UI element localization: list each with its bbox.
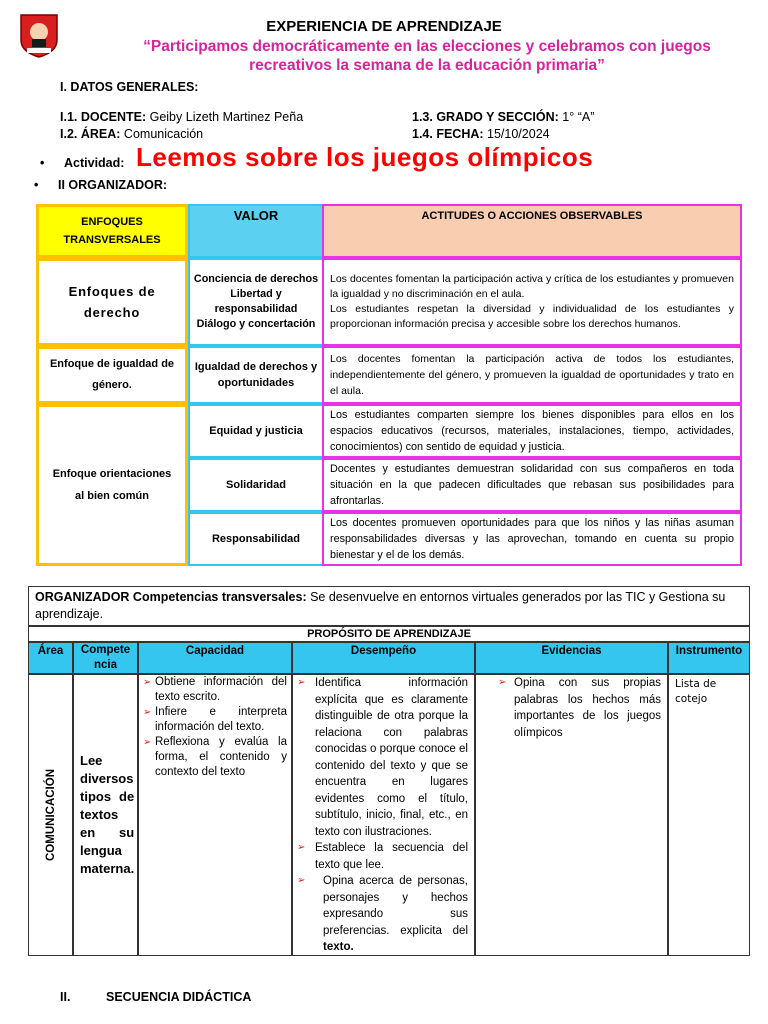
cell-evidencias <box>475 674 668 956</box>
cell-area <box>28 674 73 956</box>
competencias-organizer <box>28 586 750 626</box>
col-desempeno: Desempeño <box>292 642 475 674</box>
grado-line <box>412 110 594 124</box>
competencias-organizer-text: Se desenvuelve en entornos virtuales generados por las TIC y Gestiona su aprendizaje. <box>35 590 726 621</box>
desempeno-text: Opina acerca de personas, personajes y hechos expresando sus preferencias. explicita del <box>323 875 468 937</box>
section-secuencia: SECUENCIA DIDÁCTICA <box>106 990 252 1004</box>
actitud-equidad: Los estudiantes comparten siempre los bienes disponibles para ellos en los espacios educativos (recursos, materiales, instalaciones, tiempo, actividades, conocimientos) con sentido de equidad y justicia. <box>322 404 742 458</box>
desempeno-item <box>297 873 468 956</box>
col-competencia: Competencia <box>73 642 138 674</box>
docente-label: I.1. DOCENTE: <box>60 110 147 124</box>
header-actitudes: ACTITUDES O ACCIONES OBSERVABLES <box>322 204 742 258</box>
actitud-responsabilidad: Los docentes promueven oportunidades para que los niños y las niñas asuman responsabilidades diversas y las aprovechan, tomando en cuenta su propio bienestar y el de los demás. <box>322 512 742 566</box>
actitud-genero: Los docentes fomentan la participación activa de todos los estudiantes, independientemente del género, y promueven la igualdad de oportunidades y trato en el aula. <box>322 346 742 404</box>
grado-label: 1.3. GRADO Y SECCIÓN: <box>412 110 559 124</box>
valor-genero: Igualdad de derechos y oportunidades <box>188 346 324 404</box>
capacidad-item: ➢ Obtiene información del texto escrito. <box>143 675 287 705</box>
area-value: Comunicación <box>123 127 204 141</box>
activity-label: • Actividad: <box>64 156 124 170</box>
grado-value: 1° “A” <box>562 110 595 124</box>
col-instrumento: Instrumento <box>668 642 750 674</box>
valor-solidaridad: Solidaridad <box>188 458 324 512</box>
area-comunicacion: COMUNICACIÓN <box>44 769 57 861</box>
header-enfoques: ENFOQUES TRANSVERSALES <box>36 204 188 258</box>
desempeno-bold-text: texto. <box>323 941 354 953</box>
cell-desempeno <box>292 674 475 956</box>
col-evidencias: Evidencias <box>475 642 668 674</box>
area-label: I.2. ÁREA: <box>60 127 121 141</box>
enfoque-genero: Enfoque de igualdad de género. <box>36 346 188 404</box>
area-line <box>60 127 203 141</box>
docente-line <box>60 110 303 124</box>
fecha-label: 1.4. FECHA: <box>412 127 484 141</box>
cell-instrumento: Lista de cotejo <box>668 674 750 956</box>
fecha-line <box>412 127 550 141</box>
section-organizador: • II ORGANIZADOR: <box>58 178 167 192</box>
activity-title: Leemos sobre los juegos olímpicos <box>136 142 594 172</box>
evidencia-list <box>514 675 661 741</box>
valor-equidad: Equidad y justicia <box>188 404 324 458</box>
desempeno-item: ➢ Establece la secuencia del texto que lee. <box>297 840 468 873</box>
page-subtitle: “Participamos democráticamente en las elecciones y celebramos con juegos recreativos la semana de la educación primaria” <box>143 38 711 74</box>
col-area: Área <box>28 642 73 674</box>
cell-capacidad <box>138 674 292 956</box>
valor-responsabilidad: Responsabilidad <box>188 512 324 566</box>
docente-value: Geiby Lizeth Martinez Peña <box>149 110 304 124</box>
fecha-value: 15/10/2024 <box>487 127 550 141</box>
section-datos-generales: I. DATOS GENERALES: <box>60 80 199 94</box>
page-title: EXPERIENCIA DE APRENDIZAJE <box>266 18 502 35</box>
desempeno-item: ➢ Identifica información explícita que es claramente distinguible de otra porque la relaciona con palabras conocidas o porque conoce el contenido del texto y que se encuentra en lugares evidentes como el título, subtítulo, inicio, final, etc., en texto con ilustraciones. <box>297 675 468 840</box>
enfoque-derecho: Enfoques de derecho <box>36 258 188 346</box>
col-capacidad: Capacidad <box>138 642 292 674</box>
capacidad-item: ➢ Reflexiona y evalúa la forma, el contenido y contexto del texto <box>143 735 287 780</box>
competencias-organizer-label: ORGANIZADOR Competencias transversales: <box>35 590 307 604</box>
capacidad-item: ➢ Infiere e interpreta información del texto. <box>143 705 287 735</box>
valor-derecho: Conciencia de derechos Libertad y responsabilidad Diálogo y concertación <box>188 258 324 346</box>
actitud-derecho: Los docentes fomentan la participación activa y crítica de los estudiantes y promueven la igualdad y no discriminación en el aula. Los estudiantes respetan la diversidad y individualidad de los estudiantes y proporcionan información precisa y accesible sobre los derechos humanos. <box>322 258 742 346</box>
actitud-solidaridad: Docentes y estudiantes demuestran solidaridad con sus compañeros en toda situación en la que padecen dificultades que rebasan sus posibilidades para afrontarlas. <box>322 458 742 512</box>
cell-competencia <box>73 674 138 956</box>
proposito-header: PROPÓSITO DE APRENDIZAJE <box>28 626 750 642</box>
enfoque-bien-comun: Enfoque orientaciones al bien común <box>36 404 188 566</box>
header-valor: VALOR <box>188 204 324 258</box>
footer-number: II. <box>60 990 71 1004</box>
competencia-text: Lee diversos tipos de textos en su lengua materna. <box>80 753 135 876</box>
evidencia-item: ➢ Opina con sus propias palabras los hechos más importantes de los juegos olímpicos <box>498 675 661 741</box>
capacidad-list <box>143 675 287 780</box>
desempeno-list <box>297 675 468 956</box>
